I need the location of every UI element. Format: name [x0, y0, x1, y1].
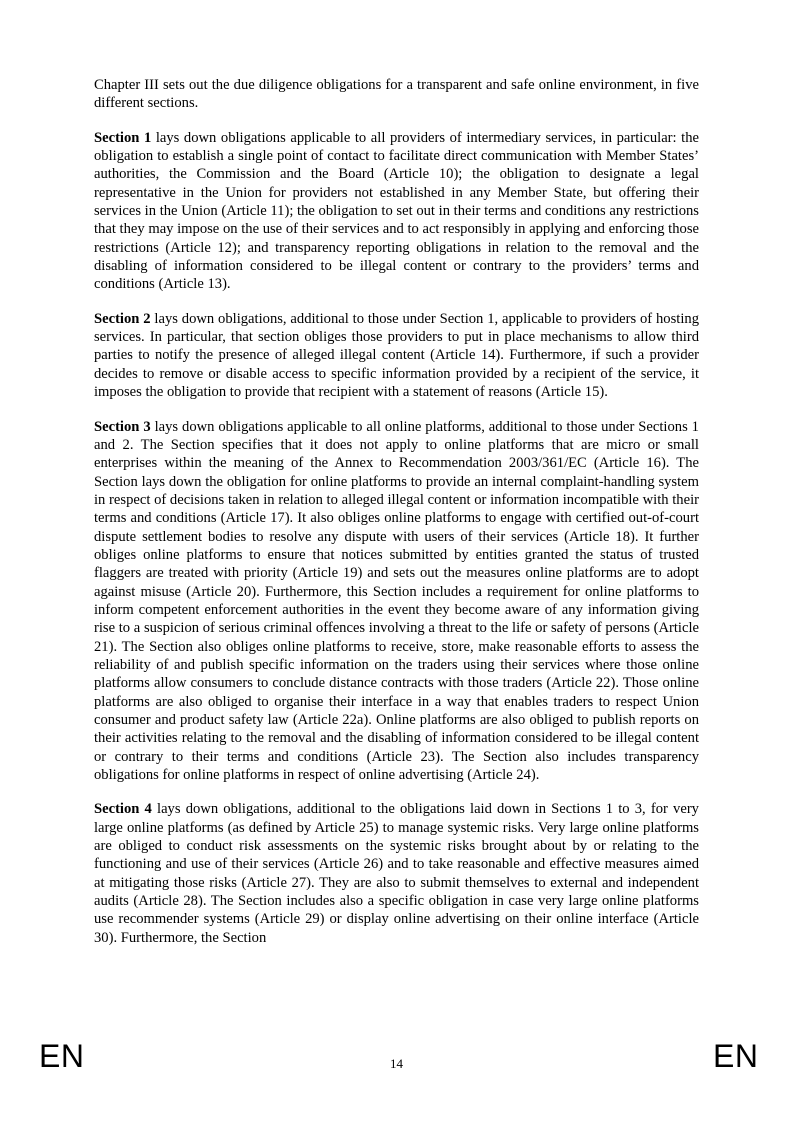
paragraph-section-2 [94, 310, 699, 402]
section-heading: Section 2 [94, 310, 151, 327]
language-code-left: EN [39, 1038, 85, 1074]
section-heading: Section 3 [94, 418, 151, 435]
section-heading: Section 4 [94, 801, 152, 818]
paragraph-text: lays down obligations, additional to the obligations laid down in Sections 1 to 3, for very large online platforms (as defined by Article 25) to manage systemic risks. Very large online platforms are obliged to conduct risk assessments on the systemic risks brought about by or relating to the functioning and use of their services (Article 26) and to take reasonable and effective measures aimed at mitigating those risks (Article 27). They are also to submit themselves to external and independent audits (Article 28). The Section includes also a specific obligation in case very large online platforms use recommender systems (Article 29) or display online advertising on their online interface (Article 30). Furthermore, the Section [94, 801, 699, 946]
paragraph-intro [94, 76, 699, 113]
paragraph-section-1 [94, 129, 699, 294]
paragraph-text: lays down obligations, additional to those under Section 1, applicable to providers of hosting services. In particular, that section obliges those providers to put in place mechanisms to allow third parties to notify the presence of alleged illegal content (Article 14). Furthermore, if such a provider decides to remove or disable access to specific information provided by a recipient of the service, it imposes the obligation to provide that recipient with a statement of reasons (Article 15). [94, 310, 699, 401]
document-body [94, 76, 699, 963]
paragraph-text: lays down obligations applicable to all online platforms, additional to those under Sections 1 and 2. The Section specifies that it does not apply to online platforms that are micro or small enterprises within the meaning of the Annex to Recommendation 2003/361/EC (Article 16). The Section lays down the obligation for online platforms to provide an internal complaint-handling system in respect of decisions taken in relation to alleged illegal content or information incompatible with their terms and conditions (Article 17). It also obliges online platforms to engage with certified out-of-court dispute settlement bodies to resolve any dispute with users of their services (Article 18). It further obliges online platforms to ensure that notices submitted by entities granted the status of trusted flaggers are treated with priority (Article 19) and sets out the measures online platforms are to adopt against misuse (Article 20). Furthermore, this Section includes a requirement for online platforms to inform competent enforcement authorities in the event they become aware of any information giving rise to a suspicion of serious criminal offences involving a threat to the life or safety of persons (Article 21). The Section also obliges online platforms to receive, store, make reasonable efforts to assess the reliability of and publish specific information on the traders using their services where those online platforms allow consumers to conclude distance contracts with those traders (Article 22). Those online platforms are also obliged to organise their interface in a way that enables traders to respect Union consumer and product safety law (Article 22a). Online platforms are also obliged to publish reports on their activities relating to the removal and the disabling of information considered to be illegal content or contrary to their terms and conditions (Article 23). The Section also includes transparency obligations for online platforms in respect of online advertising (Article 24). [94, 418, 699, 784]
paragraph-text: lays down obligations applicable to all providers of intermediary services, in particular: the obligation to establish a single point of contact to facilitate direct communication with Member States’ authorities, the Commission and the Board (Article 10); the obligation to designate a legal representative in the Union for providers not established in any Member State, but offering their services in the Union (Article 11); the obligation to set out in their terms and conditions any restrictions that they may impose on the use of their services and to act responsibly in applying and enforcing those restrictions (Article 12); and transparency reporting obligations in relation to the removal and the disabling of information considered to be illegal content or contrary to the providers’ terms and conditions (Article 13). [94, 129, 699, 293]
paragraph-section-3 [94, 418, 699, 785]
page-number: 14 [390, 1056, 403, 1071]
paragraph-section-4 [94, 800, 699, 947]
paragraph-text: Chapter III sets out the due diligence obligations for a transparent and safe online environment, in five different sections. [94, 77, 699, 112]
language-code-right: EN [713, 1038, 759, 1074]
section-heading: Section 1 [94, 129, 152, 146]
